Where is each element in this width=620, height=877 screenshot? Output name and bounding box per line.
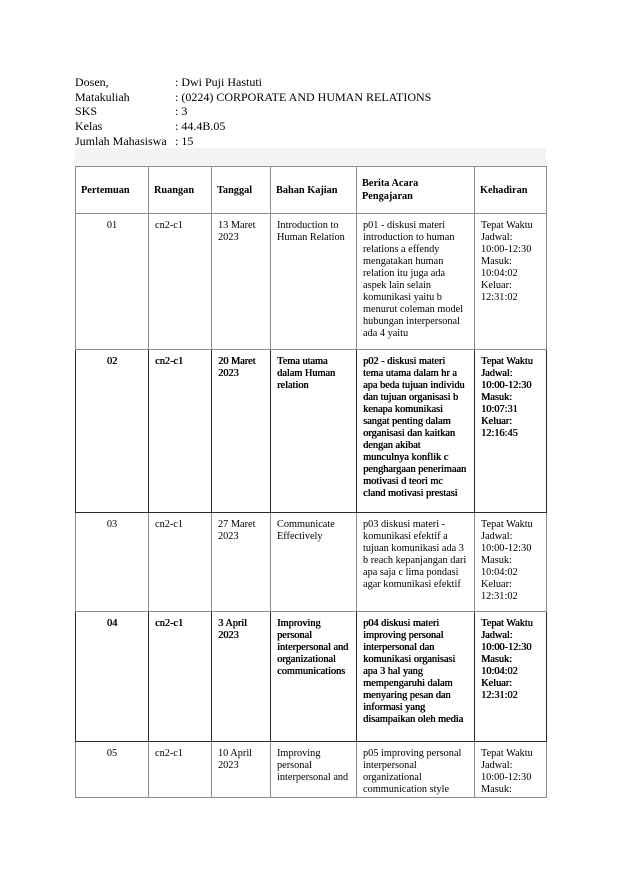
check-in-label: Masuk: [481, 784, 512, 795]
attendance [475, 350, 547, 513]
attendance [475, 742, 547, 798]
attendance-status: Tepat Waktu [481, 519, 533, 530]
check-in-time: 10:07:31 [481, 404, 518, 415]
check-out-time: 12:31:02 [481, 690, 518, 701]
attendance [475, 612, 547, 742]
column-header-room: Ruangan [149, 167, 212, 214]
check-out-label: Keluar: [481, 678, 512, 689]
schedule-label: Jadwal: [481, 368, 513, 379]
column-header-topic: Bahan Kajian [271, 167, 357, 214]
course-info [75, 75, 431, 149]
column-header-report [357, 167, 475, 214]
topic: Communicate Effectively [271, 513, 357, 612]
info-value: : 3 [175, 104, 188, 119]
schedule-time: 10:00-12:30 [481, 543, 532, 554]
teaching-report-cell [357, 612, 475, 742]
check-in-label: Masuk: [481, 256, 512, 267]
teaching-report-cell [357, 742, 475, 798]
schedule-time: 10:00-12:30 [481, 642, 532, 653]
attendance-status: Tepat Waktu [481, 356, 533, 367]
teaching-report: p03 diskusi materi - komunikasi efektif a tujuan komunikasi ada 3 b reach kepanjangan dari apa saja c lima pondasi agar komunikasi efektif [363, 519, 467, 590]
check-in-time: 10:04:02 [481, 666, 518, 677]
check-out-time: 12:16:45 [481, 428, 518, 439]
schedule-time: 10:00-12:30 [481, 244, 532, 255]
check-out-time: 12:31:02 [481, 591, 518, 602]
info-row-course [75, 90, 431, 105]
check-out-label: Keluar: [481, 579, 512, 590]
table-top-band [75, 148, 546, 166]
column-header-date: Tanggal [212, 167, 271, 214]
topic: Improving personal interpersonal and [271, 742, 357, 798]
attendance-status: Tepat Waktu [481, 618, 533, 629]
schedule-time: 10:00-12:30 [481, 772, 532, 783]
table-row [76, 350, 547, 513]
date: 27 Maret 2023 [212, 513, 271, 612]
topic: Tema utama dalam Human relation [271, 350, 357, 513]
attendance [475, 513, 547, 612]
room: cn2-c1 [149, 214, 212, 350]
schedule-label: Jadwal: [481, 630, 513, 641]
teaching-report-cell [357, 350, 475, 513]
attendance-status: Tepat Waktu [481, 220, 533, 231]
info-value: : (0224) CORPORATE AND HUMAN RELATIONS [175, 89, 432, 104]
table-row [76, 612, 547, 742]
info-row-lecturer [75, 75, 431, 90]
meeting-number: 01 [76, 214, 149, 350]
info-label: Dosen, [75, 75, 109, 89]
check-in-time: 10:04:02 [481, 567, 518, 578]
check-in-label: Masuk: [481, 555, 512, 566]
room: cn2-c1 [149, 350, 212, 513]
teaching-report-cell [357, 214, 475, 350]
check-out-time: 12:31:02 [481, 292, 518, 303]
column-header-meeting: Pertemuan [76, 167, 149, 214]
meeting-number: 02 [76, 350, 149, 513]
teaching-report-cell [357, 513, 475, 612]
meeting-number: 04 [76, 612, 149, 742]
teaching-report: p05 improving personal interpersonal organizational communication style [363, 748, 462, 795]
topic: Introduction to Human Relation [271, 214, 357, 350]
check-out-label: Keluar: [481, 416, 512, 427]
schedule-label: Jadwal: [481, 531, 513, 542]
schedule-time: 10:00-12:30 [481, 380, 532, 391]
schedule-label: Jadwal: [481, 760, 513, 771]
info-value: : 15 [175, 133, 194, 148]
column-header-attendance: Kehadiran [475, 167, 547, 214]
table-header-row [76, 167, 547, 214]
topic: Improving personal interpersonal and organizational communications [271, 612, 357, 742]
meeting-number: 05 [76, 742, 149, 798]
lecture-report-table [75, 166, 547, 798]
info-label: Matakuliah [75, 89, 130, 104]
check-out-label: Keluar: [481, 280, 512, 291]
meeting-number: 03 [76, 513, 149, 612]
table-row [76, 513, 547, 612]
attendance-status: Tepat Waktu [481, 748, 533, 759]
date: 3 April 2023 [212, 612, 271, 742]
info-label: Kelas [75, 119, 103, 134]
room: cn2-c1 [149, 742, 212, 798]
info-row-student-count [75, 134, 431, 149]
teaching-report: p02 - diskusi materi tema utama dalam hr a apa beda tujuan individu dan tujuan organisasi b kenapa komunikasi sangat penting dalam organisasi dan kaitkan dengan akibat munculnya konflik c penghargaan penerimaan motivasi d teori mc cland motivasi prestasi [363, 356, 467, 499]
attendance [475, 214, 547, 350]
info-label: Jumlah Mahasiswa [75, 133, 167, 148]
date: 10 April 2023 [212, 742, 271, 798]
check-in-label: Masuk: [481, 392, 512, 403]
table-row [76, 214, 547, 350]
teaching-report: p01 - diskusi materi introduction to human relations a effendy mengatakan human relation itu juga ada aspek lain selain komunikasi yaitu b menurut coleman model hubungan interpersonal ada 4 yaitu [363, 220, 464, 339]
check-in-label: Masuk: [481, 654, 512, 665]
info-row-credits [75, 104, 431, 119]
room: cn2-c1 [149, 612, 212, 742]
date: 13 Maret 2023 [212, 214, 271, 350]
table-row [76, 742, 547, 798]
date: 20 Maret 2023 [212, 350, 271, 513]
check-in-time: 10:04:02 [481, 268, 518, 279]
column-header-report-label: Berita Acara Pengajaran [362, 178, 419, 202]
info-value: : 44.4B.05 [175, 119, 226, 134]
teaching-report: p04 diskusi materi improving personal interpersonal dan komunikasi organisasi apa 3 hal yang mempengaruhi dalam menyaring pesan dan informasi yang disampaikan oleh media [363, 618, 464, 725]
room: cn2-c1 [149, 513, 212, 612]
info-label: SKS [75, 104, 98, 119]
schedule-label: Jadwal: [481, 232, 513, 243]
info-row-class [75, 119, 431, 134]
info-value: : Dwi Puji Hastuti [175, 75, 263, 89]
